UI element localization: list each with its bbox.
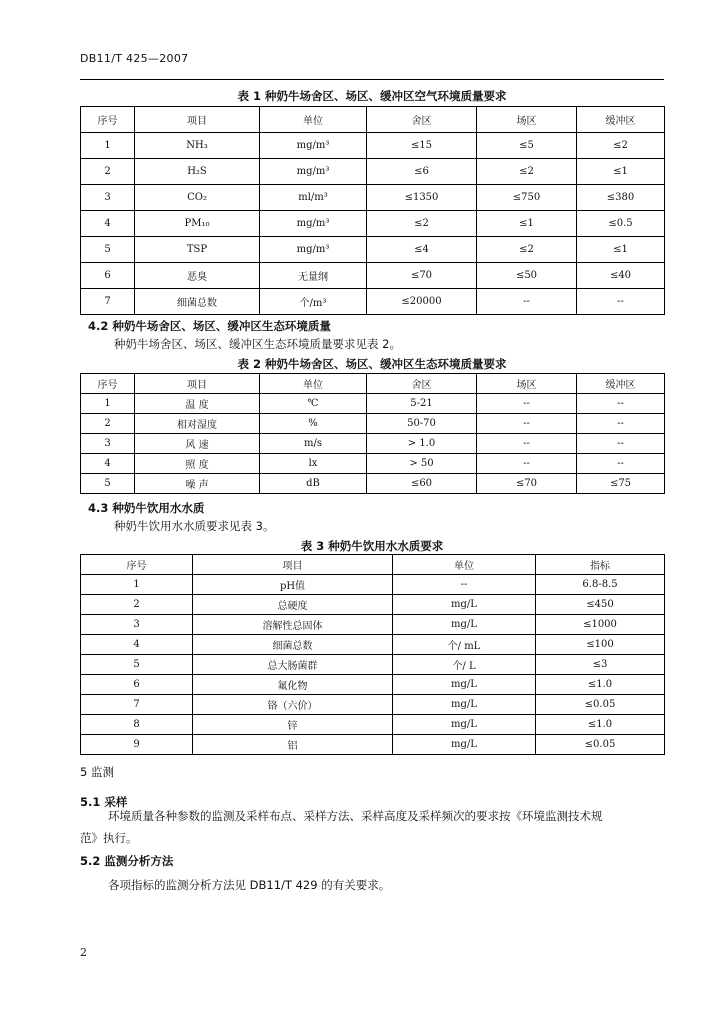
table3-cell: mg/L (393, 595, 536, 615)
table3-cell: mg/L (393, 715, 536, 735)
table3-cell: ≤1.0 (536, 675, 665, 695)
table-row (81, 394, 665, 414)
table3-cell: 总硬度 (193, 595, 393, 615)
table3-cell: ≤100 (536, 635, 665, 655)
table-row (81, 474, 665, 494)
table3-cell: ≤0.05 (536, 695, 665, 715)
table1-cell: PM₁₀ (135, 211, 260, 237)
table3-cell: ≤1000 (536, 615, 665, 635)
table3-cell: 铬（六价） (193, 695, 393, 715)
section-5-1-heading: 5.1 采样 (80, 795, 128, 809)
table1-cell: mg/m³ (260, 133, 367, 159)
table1-cell: ≤50 (477, 263, 577, 289)
table3-cell: 氟化物 (193, 675, 393, 695)
table-row (81, 289, 665, 315)
table1-cell: 1 (81, 133, 135, 159)
table2-header-cell: 序号 (81, 374, 135, 394)
table3-cell: pH值 (193, 575, 393, 595)
table1-cell: 细菌总数 (135, 289, 260, 315)
table1-cell: ≤40 (577, 263, 665, 289)
table1-cell: 3 (81, 185, 135, 211)
table1-cell: 无量纲 (260, 263, 367, 289)
table3-cell: 铝 (193, 735, 393, 755)
table1-cell: ≤2 (577, 133, 665, 159)
section-4-2-heading: 4.2 种奶牛场舍区、场区、缓冲区生态环境质量 (88, 319, 331, 333)
table2-cell: 噪 声 (135, 474, 260, 494)
table3-cell: 个/ mL (393, 635, 536, 655)
table2-cell: 相对湿度 (135, 414, 260, 434)
section-5-1-text-line1: 环境质量各种参数的监测及采样布点、采样方法、采样高度及采样频次的要求按《环境监测技术规 (108, 809, 603, 823)
table-row (81, 454, 665, 474)
table2-cell: m/s (260, 434, 367, 454)
table3-cell: ≤3 (536, 655, 665, 675)
table2-cell: 2 (81, 414, 135, 434)
table1-cell: 个/m³ (260, 289, 367, 315)
table1 (80, 106, 665, 315)
table2-cell: > 1.0 (367, 434, 477, 454)
table2-header-cell: 场区 (477, 374, 577, 394)
table1-cell: mg/m³ (260, 159, 367, 185)
table1-cell: 4 (81, 211, 135, 237)
table3-header-cell: 单位 (393, 555, 536, 575)
table2-cell: 50-70 (367, 414, 477, 434)
table3-header-cell: 项目 (193, 555, 393, 575)
table2-cell: > 50 (367, 454, 477, 474)
table2-cell: 照 度 (135, 454, 260, 474)
table2-cell: 3 (81, 434, 135, 454)
table3-cell: 4 (81, 635, 193, 655)
table1-cell: 恶臭 (135, 263, 260, 289)
table1-header-cell: 缓冲区 (577, 107, 665, 133)
table1-cell: ≤1 (477, 211, 577, 237)
table-row (81, 715, 665, 735)
section-5-2-heading: 5.2 监测分析方法 (80, 854, 174, 868)
table-row (81, 434, 665, 454)
table2-header-cell: 单位 (260, 374, 367, 394)
table3-cell: 个/ L (393, 655, 536, 675)
table2-cell: ℃ (260, 394, 367, 414)
table2-cell: -- (577, 394, 665, 414)
table1-cell: 5 (81, 237, 135, 263)
table3-cell: ≤450 (536, 595, 665, 615)
document-id: DB11/T 425—2007 (80, 52, 189, 65)
table1-cell: ≤0.5 (577, 211, 665, 237)
table3-cell: mg/L (393, 735, 536, 755)
table1-header-cell: 单位 (260, 107, 367, 133)
table3-cell: 细菌总数 (193, 635, 393, 655)
table3-cell: 5 (81, 655, 193, 675)
table-row (81, 263, 665, 289)
table-row (81, 615, 665, 635)
table3-cell: mg/L (393, 695, 536, 715)
table2 (80, 373, 665, 494)
table1-cell: ≤750 (477, 185, 577, 211)
table3-header-row (81, 555, 665, 575)
table2-cell: 1 (81, 394, 135, 414)
section-5-heading: 5 监测 (80, 765, 114, 779)
table1-cell: ≤1 (577, 159, 665, 185)
section-5-2-text: 各项指标的监测分析方法见 DB11/T 429 的有关要求。 (108, 878, 391, 892)
table2-cell: -- (577, 454, 665, 474)
table1-cell: ≤5 (477, 133, 577, 159)
table1-cell: TSP (135, 237, 260, 263)
table3-cell: 7 (81, 695, 193, 715)
table1-cell: CO₂ (135, 185, 260, 211)
section-4-3-text: 种奶牛饮用水水质要求见表 3。 (114, 519, 275, 533)
table2-cell: dB (260, 474, 367, 494)
table2-cell: 4 (81, 454, 135, 474)
table3-cell: 1 (81, 575, 193, 595)
table1-cell: H₂S (135, 159, 260, 185)
table2-cell: ≤70 (477, 474, 577, 494)
table3-cell: 2 (81, 595, 193, 615)
table-row (81, 211, 665, 237)
table-row (81, 185, 665, 211)
table1-cell: 2 (81, 159, 135, 185)
page-number: 2 (80, 946, 87, 959)
table3-cell: 6 (81, 675, 193, 695)
table2-cell: -- (477, 414, 577, 434)
table3-cell: mg/L (393, 615, 536, 635)
table1-title: 表 1 种奶牛场舍区、场区、缓冲区空气环境质量要求 (237, 89, 507, 103)
table3-cell: -- (393, 575, 536, 595)
table1-header-cell: 项目 (135, 107, 260, 133)
table3-header-cell: 指标 (536, 555, 665, 575)
table2-cell: -- (577, 434, 665, 454)
table1-cell: ≤2 (477, 159, 577, 185)
table2-title: 表 2 种奶牛场舍区、场区、缓冲区生态环境质量要求 (237, 357, 507, 371)
table1-cell: ≤1350 (367, 185, 477, 211)
table1-cell: 7 (81, 289, 135, 315)
table3-header-cell: 序号 (81, 555, 193, 575)
table-row (81, 414, 665, 434)
table2-cell: ≤60 (367, 474, 477, 494)
table3-title: 表 3 种奶牛饮用水水质要求 (300, 539, 444, 553)
table1-cell: ≤15 (367, 133, 477, 159)
table1-cell: mg/m³ (260, 237, 367, 263)
table-row (81, 133, 665, 159)
table3 (80, 554, 665, 755)
table2-header-cell: 缓冲区 (577, 374, 665, 394)
table1-cell: ml/m³ (260, 185, 367, 211)
table1-header-cell: 舍区 (367, 107, 477, 133)
table1-cell: ≤1 (577, 237, 665, 263)
table-row (81, 735, 665, 755)
table3-cell: 9 (81, 735, 193, 755)
table3-cell: 总大肠菌群 (193, 655, 393, 675)
table1-cell: ≤380 (577, 185, 665, 211)
table2-cell: 风 速 (135, 434, 260, 454)
table1-cell: -- (477, 289, 577, 315)
table1-header-cell: 场区 (477, 107, 577, 133)
table2-cell: -- (577, 414, 665, 434)
table2-cell: % (260, 414, 367, 434)
table2-cell: -- (477, 434, 577, 454)
table1-cell: ≤20000 (367, 289, 477, 315)
table2-header-row (81, 374, 665, 394)
table1-cell: ≤70 (367, 263, 477, 289)
table3-cell: 8 (81, 715, 193, 735)
table1-cell: NH₃ (135, 133, 260, 159)
table1-cell: ≤4 (367, 237, 477, 263)
table1-cell: ≤2 (477, 237, 577, 263)
section-4-3-heading: 4.3 种奶牛饮用水水质 (88, 501, 205, 515)
table3-cell: ≤0.05 (536, 735, 665, 755)
table1-header-cell: 序号 (81, 107, 135, 133)
table2-cell: 5-21 (367, 394, 477, 414)
table3-cell: 3 (81, 615, 193, 635)
section-5-1-text-line2: 范》执行。 (80, 831, 138, 845)
table3-cell: ≤1.0 (536, 715, 665, 735)
table2-header-cell: 项目 (135, 374, 260, 394)
table1-cell: ≤2 (367, 211, 477, 237)
table3-cell: 溶解性总固体 (193, 615, 393, 635)
table1-cell: mg/m³ (260, 211, 367, 237)
table1-cell: ≤6 (367, 159, 477, 185)
table2-cell: 温 度 (135, 394, 260, 414)
header-rule (80, 79, 664, 80)
section-4-2-text: 种奶牛场舍区、场区、缓冲区生态环境质量要求见表 2。 (114, 337, 401, 351)
table-row (81, 159, 665, 185)
table2-cell: lx (260, 454, 367, 474)
table2-cell: -- (477, 394, 577, 414)
table-row (81, 695, 665, 715)
table-row (81, 655, 665, 675)
table-row (81, 575, 665, 595)
table2-cell: -- (477, 454, 577, 474)
table3-cell: 6.8-8.5 (536, 575, 665, 595)
table1-cell: 6 (81, 263, 135, 289)
table3-cell: 锌 (193, 715, 393, 735)
table-row (81, 595, 665, 615)
table3-cell: mg/L (393, 675, 536, 695)
table-row (81, 635, 665, 655)
table2-cell: ≤75 (577, 474, 665, 494)
table2-header-cell: 舍区 (367, 374, 477, 394)
table-row (81, 675, 665, 695)
table1-header-row (81, 107, 665, 133)
table-row (81, 237, 665, 263)
table2-cell: 5 (81, 474, 135, 494)
table1-cell: -- (577, 289, 665, 315)
